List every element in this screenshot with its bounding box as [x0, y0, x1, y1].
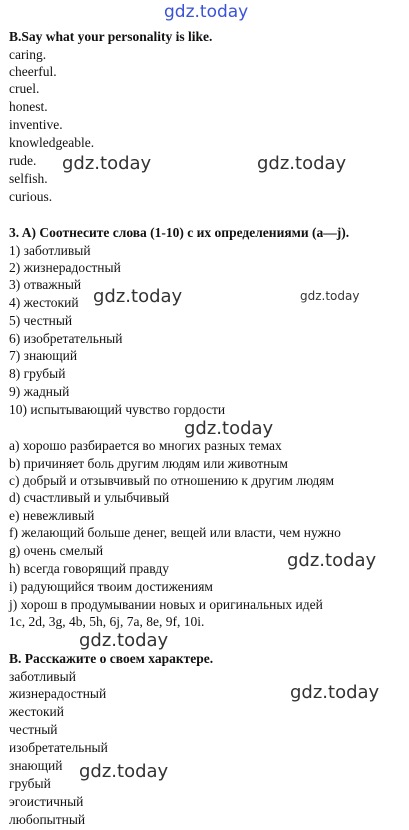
section-b-word: honest. [9, 99, 48, 114]
task3-word: 2) жизнерадостный [9, 260, 121, 275]
section-b-word: rude. [9, 153, 37, 168]
section-b-word: cruel. [9, 81, 40, 96]
section-b-word: inventive. [9, 117, 63, 132]
watermark: gdz.today [62, 153, 152, 174]
watermark: gdz.today [257, 153, 347, 174]
watermark: gdz.today [287, 550, 377, 571]
watermark: gdz.today [290, 682, 380, 703]
section-b-word: selfish. [9, 171, 48, 186]
task3-definition: j) хорош в продумывании новых и оригинальных идей [9, 597, 323, 612]
task3-definition: d) счастливый и улыбчивый [9, 490, 170, 505]
section-b-ru-word: эгоистичный [9, 794, 84, 809]
section-b-ru-word: заботливый [9, 669, 76, 684]
section-b-ru-word: знающий [9, 758, 63, 773]
section-b-ru-word: честный [9, 722, 58, 737]
section-b-ru-word: жестокий [9, 704, 64, 719]
section-b-ru-heading: B. Расскажите о своем характере. [9, 651, 214, 666]
section-b-ru-word: любопытный [9, 812, 86, 827]
section-b-ru-word: грубый [9, 776, 51, 791]
task3-word: 4) жестокий [9, 295, 79, 310]
task3-definition: g) очень смелый [9, 543, 104, 558]
task3-word: 5) честный [9, 313, 73, 328]
section-b-heading: B.Say what your personality is like. [9, 29, 213, 44]
watermark: gdz.today [79, 761, 169, 782]
task3-word: 6) изобретательный [9, 331, 123, 346]
task3-definition: h) всегда говорящий правду [9, 561, 169, 576]
task3-word: 3) отважный [9, 277, 82, 292]
task3-definition: b) причиняет боль другим людям или животным [9, 456, 288, 471]
section-b-word: caring. [9, 47, 47, 62]
task3-answers: 1c, 2d, 3g, 4b, 5h, 6j, 7a, 8e, 9f, 10i. [9, 614, 205, 629]
watermark: gdz.today [79, 630, 169, 651]
section-b-word: knowledgeable. [9, 135, 95, 150]
section-b-ru-word: изобретательный [9, 740, 108, 755]
section-b-word: curious. [9, 189, 53, 204]
task3-definition: f) желающий больше денег, вещей или власти, чем нужно [9, 525, 341, 540]
watermark-top: gdz.today [164, 2, 249, 22]
task3-word: 8) грубый [9, 366, 66, 381]
section-b-word: cheerful. [9, 64, 57, 79]
task3-definition: a) хорошо разбирается во многих разных темах [9, 438, 282, 453]
task3-definition: e) невежливый [9, 508, 95, 523]
task3-word: 9) жадный [9, 384, 70, 399]
watermark: gdz.today [93, 286, 183, 307]
task3-heading: 3. A) Соотнесите слова (1-10) с их определениями (a—j). [9, 225, 350, 240]
task3-word: 10) испытывающий чувство гордости [9, 402, 226, 417]
task3-word: 1) заботливый [9, 243, 91, 258]
task3-definition: i) радующийся твоим достижениям [9, 579, 213, 594]
section-b-ru-word: жизнерадостный [9, 686, 107, 701]
watermark: gdz.today [184, 418, 274, 439]
task3-definition: c) добрый и отзывчивый по отношению к другим людям [9, 473, 334, 488]
task3-word: 7) знающий [9, 348, 78, 363]
watermark: gdz.today [300, 289, 360, 303]
